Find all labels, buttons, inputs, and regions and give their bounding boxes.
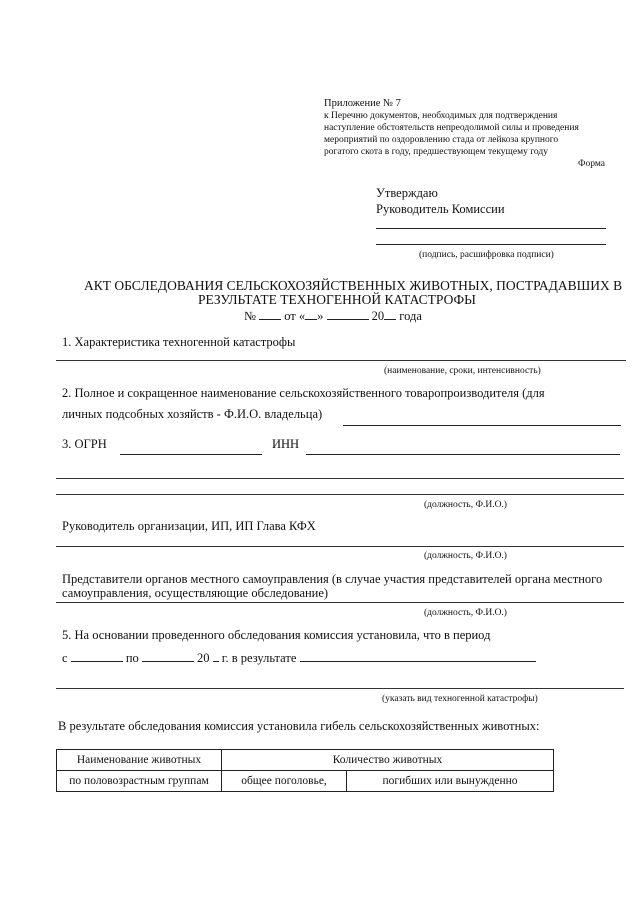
reps-line-2: самоуправления, осуществляющие обследование) xyxy=(62,586,329,600)
period-year-label: 20 xyxy=(197,651,210,665)
date-open-label: от « xyxy=(284,309,306,323)
inn-field[interactable] xyxy=(306,454,620,455)
period-result-label: г. в результате xyxy=(221,651,297,665)
reps-line[interactable] xyxy=(56,602,624,603)
position-hint-3: (должность, Ф.И.О.) xyxy=(424,608,507,618)
appendix-line: мероприятий по оздоровлению стада от лейкоза крупного xyxy=(324,135,559,145)
position-line-1a[interactable] xyxy=(56,478,624,479)
section-5-hint: (указать вид техногенной катастрофы) xyxy=(382,694,538,704)
form-label: Форма xyxy=(578,159,606,169)
section-2-line-1: 2. Полное и сокращенное наименование сельскохозяйственного товаропроизводителя (для xyxy=(62,386,545,400)
document-title-line-2: РЕЗУЛЬТАТЕ ТЕХНОГЕННОЙ КАТАСТРОФЫ xyxy=(198,292,476,307)
table-header-dead: погибших или вынужденно xyxy=(347,771,554,792)
ogrn-label: 3. ОГРН xyxy=(62,437,107,451)
appendix-line: к Перечню документов, необходимых для подтверждения xyxy=(324,111,558,121)
section-5-line-1: 5. На основании проведенного обследования комиссия установила, что в период xyxy=(62,628,491,642)
period-to-label: по xyxy=(125,651,139,665)
head-org-line[interactable] xyxy=(56,546,624,547)
period-year-field[interactable] xyxy=(213,651,219,662)
position-line-1b[interactable] xyxy=(56,494,624,495)
number-label: № xyxy=(244,309,256,323)
number-blank[interactable] xyxy=(259,309,281,320)
conclusion-text: В результате обследования комиссия установила гибель сельскохозяйственных животных: xyxy=(58,719,540,733)
year-suffix: года xyxy=(399,309,422,323)
year-prefix: 20 xyxy=(371,309,385,323)
date-close-label: » xyxy=(317,309,324,323)
appendix-number: Приложение № 7 xyxy=(324,98,401,109)
approve-label: Утверждаю xyxy=(376,186,438,200)
table-header-animals-1: Наименование животных xyxy=(57,750,222,771)
table-header-count: Количество животных xyxy=(222,750,554,771)
appendix-line: наступление обстоятельств непреодолимой силы и проведения xyxy=(324,123,579,133)
period-from-label: с xyxy=(62,651,68,665)
animals-table xyxy=(56,749,554,792)
section-1-hint: (наименование, сроки, интенсивность) xyxy=(384,366,541,376)
commission-head-label: Руководитель Комиссии xyxy=(376,202,505,216)
ogrn-field[interactable] xyxy=(120,454,262,455)
reps-line-1: Представители органов местного самоуправления (в случае участия представителей органа местного xyxy=(62,572,603,586)
inn-label: ИНН xyxy=(272,437,300,451)
document-title-line-1: АКТ ОБСЛЕДОВАНИЯ СЕЛЬСКОХОЗЯЙСТВЕННЫХ ЖИВОТНЫХ, ПОСТРАДАВШИХ В xyxy=(84,278,623,293)
period-from-field[interactable] xyxy=(71,651,123,662)
period-to-field[interactable] xyxy=(142,651,194,662)
act-number-row xyxy=(244,309,422,324)
section-5-period-row xyxy=(62,651,536,666)
appendix-line: рогатого скота в году, предшествующем текущему году xyxy=(324,147,548,157)
signature-hint: (подпись, расшифровка подписи) xyxy=(419,250,554,260)
head-org-label: Руководитель организации, ИП, ИП Глава КФХ xyxy=(62,519,316,533)
month-blank[interactable] xyxy=(327,309,369,320)
catastrophe-type-line[interactable] xyxy=(56,688,624,689)
approval-name-line xyxy=(376,244,606,245)
day-blank[interactable] xyxy=(305,309,317,320)
section-1-line[interactable] xyxy=(56,360,626,361)
section-2-field[interactable] xyxy=(343,425,621,426)
table-header-animals-2: по половозрастным группам xyxy=(57,771,222,792)
year-blank[interactable] xyxy=(384,309,396,320)
period-result-field[interactable] xyxy=(300,651,536,662)
section-2-line-2: личных подсобных хозяйств - Ф.И.О. владельца) xyxy=(62,407,323,421)
approval-signature-line xyxy=(376,228,606,229)
section-1-label: 1. Характеристика техногенной катастрофы xyxy=(62,335,296,349)
position-hint-2: (должность, Ф.И.О.) xyxy=(424,551,507,561)
position-hint-1: (должность, Ф.И.О.) xyxy=(424,500,507,510)
table-header-total: общее поголовье, xyxy=(222,771,347,792)
